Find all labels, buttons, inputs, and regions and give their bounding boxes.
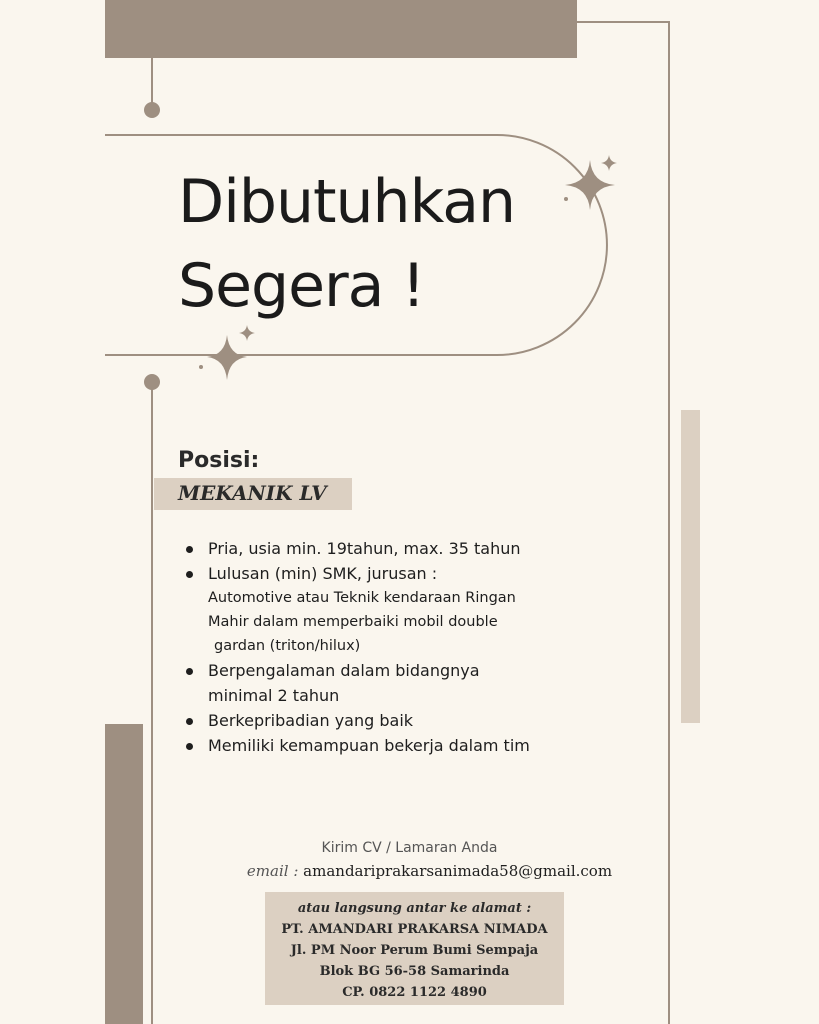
requirement-text: Lulusan (min) SMK, jurusan : bbox=[208, 564, 438, 583]
company-name: PT. AMANDARI PRAKARSA NIMADA bbox=[281, 922, 548, 937]
contact-phone[interactable]: CP. 0822 1122 4890 bbox=[342, 985, 487, 1000]
requirement-text: Memiliki kemampuan bekerja dalam tim bbox=[208, 736, 530, 755]
address-header: atau langsung antar ke alamat : bbox=[297, 901, 532, 916]
sparkle-icon bbox=[560, 155, 620, 215]
requirement-detail: Mahir dalam memperbaiki mobil double bbox=[208, 614, 498, 630]
email-line bbox=[0, 862, 819, 880]
headline-line-1: Dibutuhkan bbox=[178, 167, 516, 237]
street-address: Jl. PM Noor Perum Bumi Sempaja bbox=[290, 943, 539, 958]
requirement-detail: gardan (triton/hilux) bbox=[214, 638, 361, 654]
list-item bbox=[186, 536, 626, 561]
email-address[interactable]: amandariprakarsanimada58@gmail.com bbox=[303, 862, 613, 880]
list-item bbox=[186, 561, 626, 658]
requirement-text: Berpengalaman dalam bidangnya bbox=[208, 661, 480, 680]
requirements-list bbox=[186, 536, 626, 758]
send-cv-label: Kirim CV / Lamaran Anda bbox=[321, 840, 498, 856]
headline-line-2: Segera ! bbox=[178, 251, 425, 321]
sparkle-icon-small bbox=[195, 325, 260, 385]
requirement-text: Pria, usia min. 19tahun, max. 35 tahun bbox=[208, 539, 521, 558]
list-item bbox=[186, 733, 626, 758]
headline bbox=[178, 160, 515, 328]
position-value: MEKANIK LV bbox=[178, 481, 327, 505]
decor-dot-top bbox=[144, 102, 160, 118]
block-address: Blok BG 56-58 Samarinda bbox=[319, 964, 510, 979]
requirement-detail: Automotive atau Teknik kendaraan Ringan bbox=[208, 590, 516, 606]
requirement-detail: minimal 2 tahun bbox=[208, 686, 340, 705]
address-block bbox=[265, 898, 564, 1003]
decor-dot-middle bbox=[144, 374, 160, 390]
requirement-text: Berkepribadian yang baik bbox=[208, 711, 414, 730]
position-label: Posisi: bbox=[178, 448, 260, 473]
list-item bbox=[186, 708, 626, 733]
list-item bbox=[186, 658, 626, 708]
email-label: email : bbox=[246, 862, 299, 880]
